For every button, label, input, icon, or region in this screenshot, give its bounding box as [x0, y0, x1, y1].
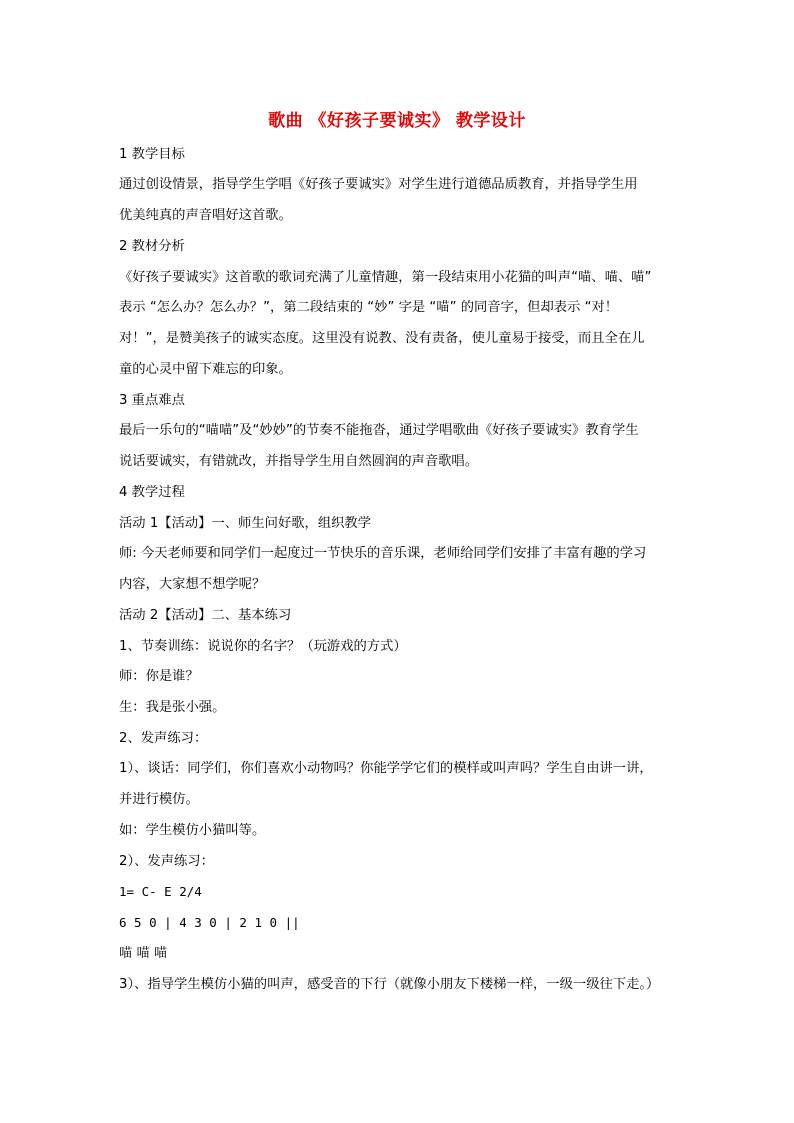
document-title: 歌曲 《好孩子要诚实》 教学设计	[268, 111, 526, 131]
paragraph-line: 《好孩子要诚实》这首歌的歌词充满了儿童情趣，第一段结束用小花猫的叫声“喵、喵、喵”	[119, 270, 652, 285]
paragraph-line: 并进行模仿。	[119, 792, 199, 807]
paragraph-line: 内容，大家想不想学呢？	[119, 577, 266, 592]
paragraph-line: 对！”，是赞美孩子的诚实态度。这里没有说教、没有责备，使儿童易于接受，而且全在儿	[119, 331, 645, 346]
paragraph-line: 1、节奏训练：说说你的名字？（玩游戏的方式）	[119, 639, 407, 654]
section-heading-process: 4 教学过程	[119, 485, 185, 500]
paragraph-line: 3）、指导学生模仿小猫的叫声，感受音的下行（就像小朋友下楼梯一样，一级一级往下走。）	[119, 977, 660, 992]
paragraph-line: 师：你是谁？	[119, 669, 199, 684]
paragraph-line: 童的心灵中留下难忘的印象。	[119, 362, 292, 377]
paragraph-line: 优美纯真的声音唱好这首歌。	[119, 208, 292, 223]
activity-heading: 活动 1【活动】一、师生问好歌，组织教学	[119, 516, 372, 531]
paragraph-line: 生：我是张小强。	[119, 700, 226, 715]
paragraph-line: 2、发声练习：	[119, 731, 208, 746]
section-heading-key-points: 3 重点难点	[119, 393, 185, 408]
paragraph-line: 师: 今天老师要和同学们一起度过一节快乐的音乐课，老师给同学们安排了丰富有趣的学习	[119, 546, 647, 561]
paragraph-line: 1）、谈话：同学们，你们喜欢小动物吗？你能学学它们的模样或叫声吗？学生自由讲一讲，	[119, 761, 653, 776]
paragraph-line: 表示 “怎么办？怎么办？”，第二段结束的 “妙” 字是 “喵” 的同音字，但却表示 “对！	[119, 300, 619, 315]
paragraph-line: 通过创设情景，指导学生学唱《好孩子要诚实》对学生进行道德品质教育，并指导学生用	[119, 177, 638, 192]
activity-heading: 活动 2【活动】二、基本练习	[119, 608, 292, 623]
section-heading-objectives: 1 教学目标	[119, 147, 185, 162]
paragraph-line: 最后一乐句的“喵喵”及“妙妙”的节奏不能拖沓，通过学唱歌曲《好孩子要诚实》教育学生	[119, 423, 639, 438]
lyrics-line: 喵 喵 喵	[119, 946, 168, 961]
key-signature-line: 1= C- E 2/4	[119, 884, 202, 899]
notation-line: 6 5 0 | 4 3 0 | 2 1 0 ||	[119, 915, 300, 930]
paragraph-line: 说话要诚实，有错就改，并指导学生用自然圆润的声音歌唱。	[119, 454, 479, 469]
paragraph-line: 2）、发声练习：	[119, 854, 214, 869]
paragraph-line: 如：学生模仿小猫叫等。	[119, 823, 266, 838]
section-heading-analysis: 2 教材分析	[119, 239, 185, 254]
